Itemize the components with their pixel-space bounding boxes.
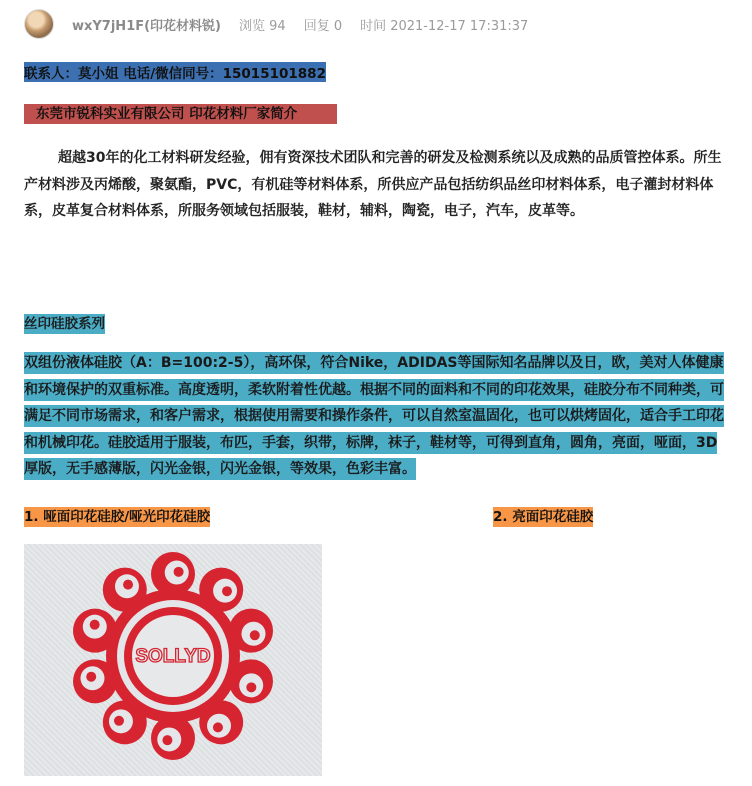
- logo-text: SOLLYD: [135, 646, 211, 667]
- swirl-core: [123, 580, 133, 590]
- swirl-core: [250, 630, 260, 640]
- swirl-core: [86, 672, 96, 682]
- swirl-core: [174, 567, 184, 577]
- avatar[interactable]: [24, 9, 54, 39]
- product-photo: [24, 544, 322, 776]
- product-item-glossy-label: 2. 亮面印花硅胶: [493, 509, 594, 525]
- series-title-text: 丝印硅胶系列: [24, 316, 105, 332]
- swirl-core: [222, 586, 232, 596]
- logo-print-image: [24, 544, 322, 776]
- product-item-matte: [24, 505, 210, 525]
- series-title: [24, 312, 105, 332]
- swirl-core: [162, 735, 172, 745]
- post-meta: [72, 15, 528, 34]
- views-count: 浏览 94: [239, 18, 286, 34]
- series-description-text: 双组份液体硅胶（A：B=100:2-5），高环保，符合Nike，ADIDAS等国际知名品牌以及日，欧，美对人体健康和环境保护的双重标准。高度透明，柔软附着性优越。根据不同的面料和不同的印花效果，硅胶分布不同种类，可满足不同市场需求，和客户需求，根据使用需要和操作条件，可以自然室温固化，也可以烘烤固化，适合手工印花和机械印花。硅胶适用于服装，布匹，手套，织带，标牌，袜子，鞋材等，可得到直角，圆角，亮面，哑面，3D厚版，无手感薄版，闪光金银，闪光金银，等效果，色彩丰富。: [24, 352, 724, 480]
- company-intro: 超越30年的化工材料研发经验，佣有资深技术团队和完善的研发及检测系统以及成熟的品质管控体系。所生产材料涉及丙烯酸，聚氨酯，PVC，有机硅等材料体系，所供应产品包括纺织品丝印材料体系，电子灌封材料体系，皮革复合材料体系，所服务领域包括服装，鞋材，辅料，陶瓷，电子，汽车，皮革等。: [24, 150, 722, 219]
- swirl-core: [90, 620, 100, 630]
- swirl-core: [213, 722, 223, 732]
- contact-text: 联系人：莫小姐 电话/微信同号：15015101882: [24, 66, 326, 82]
- company-title: 东莞市锐科实业有限公司 印花材料厂家简介: [24, 104, 337, 124]
- username-link[interactable]: wxY7jH1F(印花材料锐): [72, 18, 221, 34]
- product-item-glossy: [493, 505, 593, 525]
- swirl-core: [246, 682, 256, 692]
- post-time: 时间 2021-12-17 17:31:37: [360, 18, 529, 34]
- swirl-core: [114, 716, 124, 726]
- replies-count: 回复 0: [303, 18, 343, 34]
- post-header: [24, 9, 528, 39]
- contact-line: [24, 62, 326, 82]
- series-description: [24, 350, 724, 483]
- product-item-matte-label: 1. 哑面印花硅胶/哑光印花硅胶: [24, 509, 211, 525]
